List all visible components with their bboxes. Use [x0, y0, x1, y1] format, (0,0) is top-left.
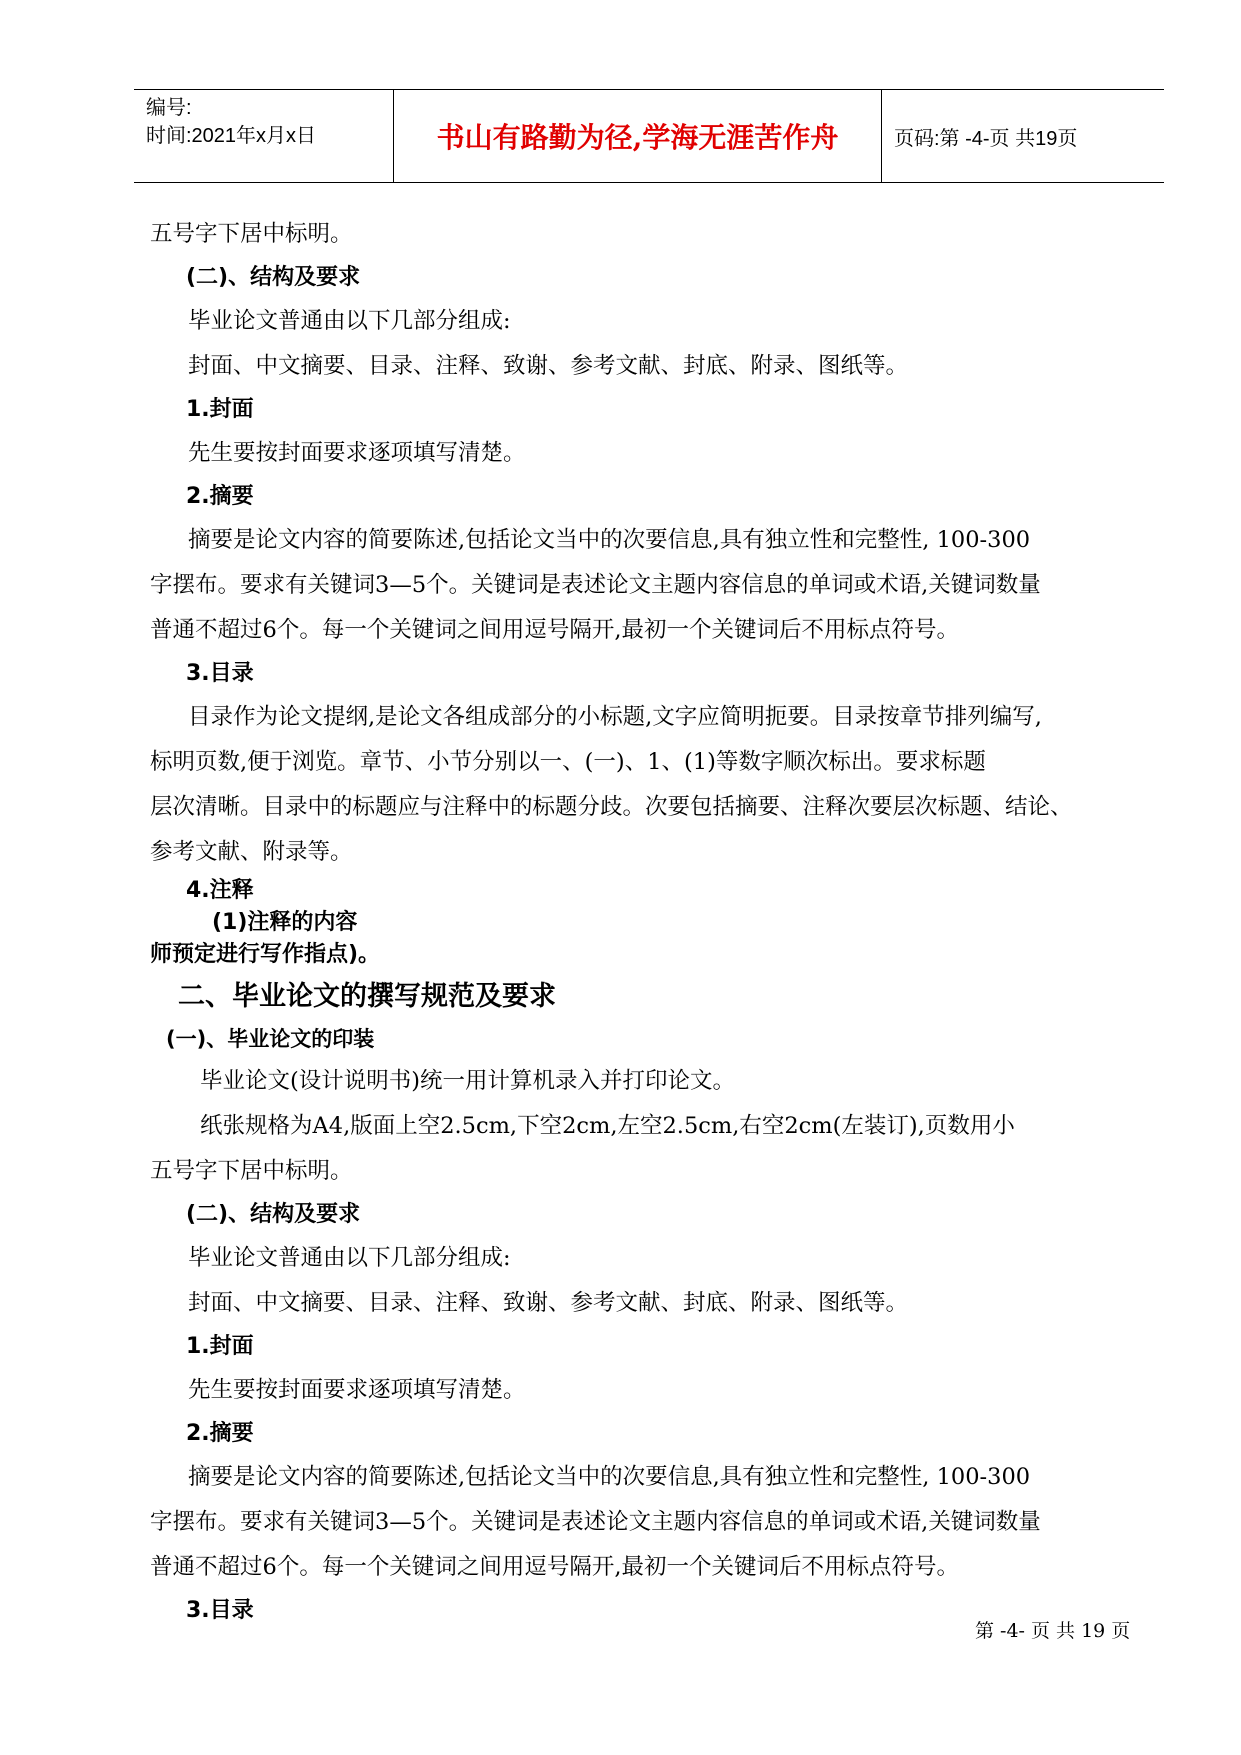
paragraph-line: 纸张规格为A4,版面上空2.5cm,下空2cm,左空2.5cm,右空2cm(左装订),页数用小 [200, 1113, 1015, 1139]
subsection-heading: 1.封面 [186, 397, 254, 422]
section-heading: (一)、毕业论文的印装 [166, 1027, 375, 1051]
paragraph-line: 先生要按封面要求逐项填写清楚。 [188, 1377, 526, 1403]
paragraph-line: 层次清晰。目录中的标题应与注释中的标题分歧。次要包括摘要、注释次要层次标题、结论、 [150, 794, 1073, 820]
subsection-heading: 2.摘要 [186, 484, 254, 509]
subsection-heading: 4.注释 [186, 878, 254, 903]
paragraph-line: 师预定进行写作指点)。 [150, 942, 381, 967]
page-footer: 第 -4- 页 共 19 页 [975, 1620, 1131, 1642]
paragraph-line: 标明页数,便于浏览。章节、小节分别以一、(一)、1、(1)等数字顺次标出。要求标题 [150, 749, 986, 775]
paragraph-line: 普通不超过6个。每一个关键词之间用逗号隔开,最初一个关键词后不用标点符号。 [150, 617, 959, 643]
paragraph-line: 字摆布。要求有关键词3—5个。关键词是表述论文主题内容信息的单词或术语,关键词数量 [150, 572, 1041, 598]
page-header [134, 89, 1164, 183]
header-page-number: 页码:第 -4-页 共19页 [894, 127, 1078, 150]
subsection-heading: (1)注释的内容 [212, 910, 358, 935]
document-body [150, 212, 1160, 1632]
paragraph-line: 毕业论文普通由以下几部分组成: [188, 308, 511, 334]
paragraph-line: 字摆布。要求有关键词3—5个。关键词是表述论文主题内容信息的单词或术语,关键词数量 [150, 1509, 1041, 1535]
paragraph-line: 目录作为论文提纲,是论文各组成部分的小标题,文字应简明扼要。目录按章节排列编写, [188, 704, 1042, 730]
header-meta [134, 90, 394, 182]
subsection-heading: 3.目录 [186, 1598, 254, 1623]
section-heading: (二)、结构及要求 [186, 1202, 361, 1227]
section-heading: (二)、结构及要求 [186, 265, 361, 290]
paragraph-line: 五号字下居中标明。 [150, 1158, 353, 1184]
subsection-heading: 2.摘要 [186, 1421, 254, 1446]
paragraph-line: 封面、中文摘要、目录、注释、致谢、参考文献、封底、附录、图纸等。 [188, 1290, 909, 1316]
document-number-label: 编号: [146, 97, 192, 119]
paragraph-line: 普通不超过6个。每一个关键词之间用逗号隔开,最初一个关键词后不用标点符号。 [150, 1554, 959, 1580]
header-motto: 书山有路勤为径,学海无涯苦作舟 [394, 90, 882, 182]
paragraph-line: 先生要按封面要求逐项填写清楚。 [188, 440, 526, 466]
paragraph-line: 五号字下居中标明。 [150, 221, 353, 247]
document-time-label: 时间:2021年x月x日 [146, 125, 317, 147]
paragraph-line: 封面、中文摘要、目录、注释、致谢、参考文献、封底、附录、图纸等。 [188, 353, 909, 379]
paragraph-line: 毕业论文(设计说明书)统一用计算机录入并打印论文。 [200, 1068, 736, 1094]
subsection-heading: 1.封面 [186, 1334, 254, 1359]
paragraph-line: 毕业论文普通由以下几部分组成: [188, 1245, 511, 1271]
paragraph-line: 摘要是论文内容的简要陈述,包括论文当中的次要信息,具有独立性和完整性, 100-300 [188, 527, 1031, 553]
subsection-heading: 3.目录 [186, 661, 254, 686]
chapter-heading: 二、毕业论文的撰写规范及要求 [178, 981, 556, 1012]
paragraph-line: 摘要是论文内容的简要陈述,包括论文当中的次要信息,具有独立性和完整性, 100-300 [188, 1464, 1031, 1490]
paragraph-line: 参考文献、附录等。 [150, 839, 353, 865]
